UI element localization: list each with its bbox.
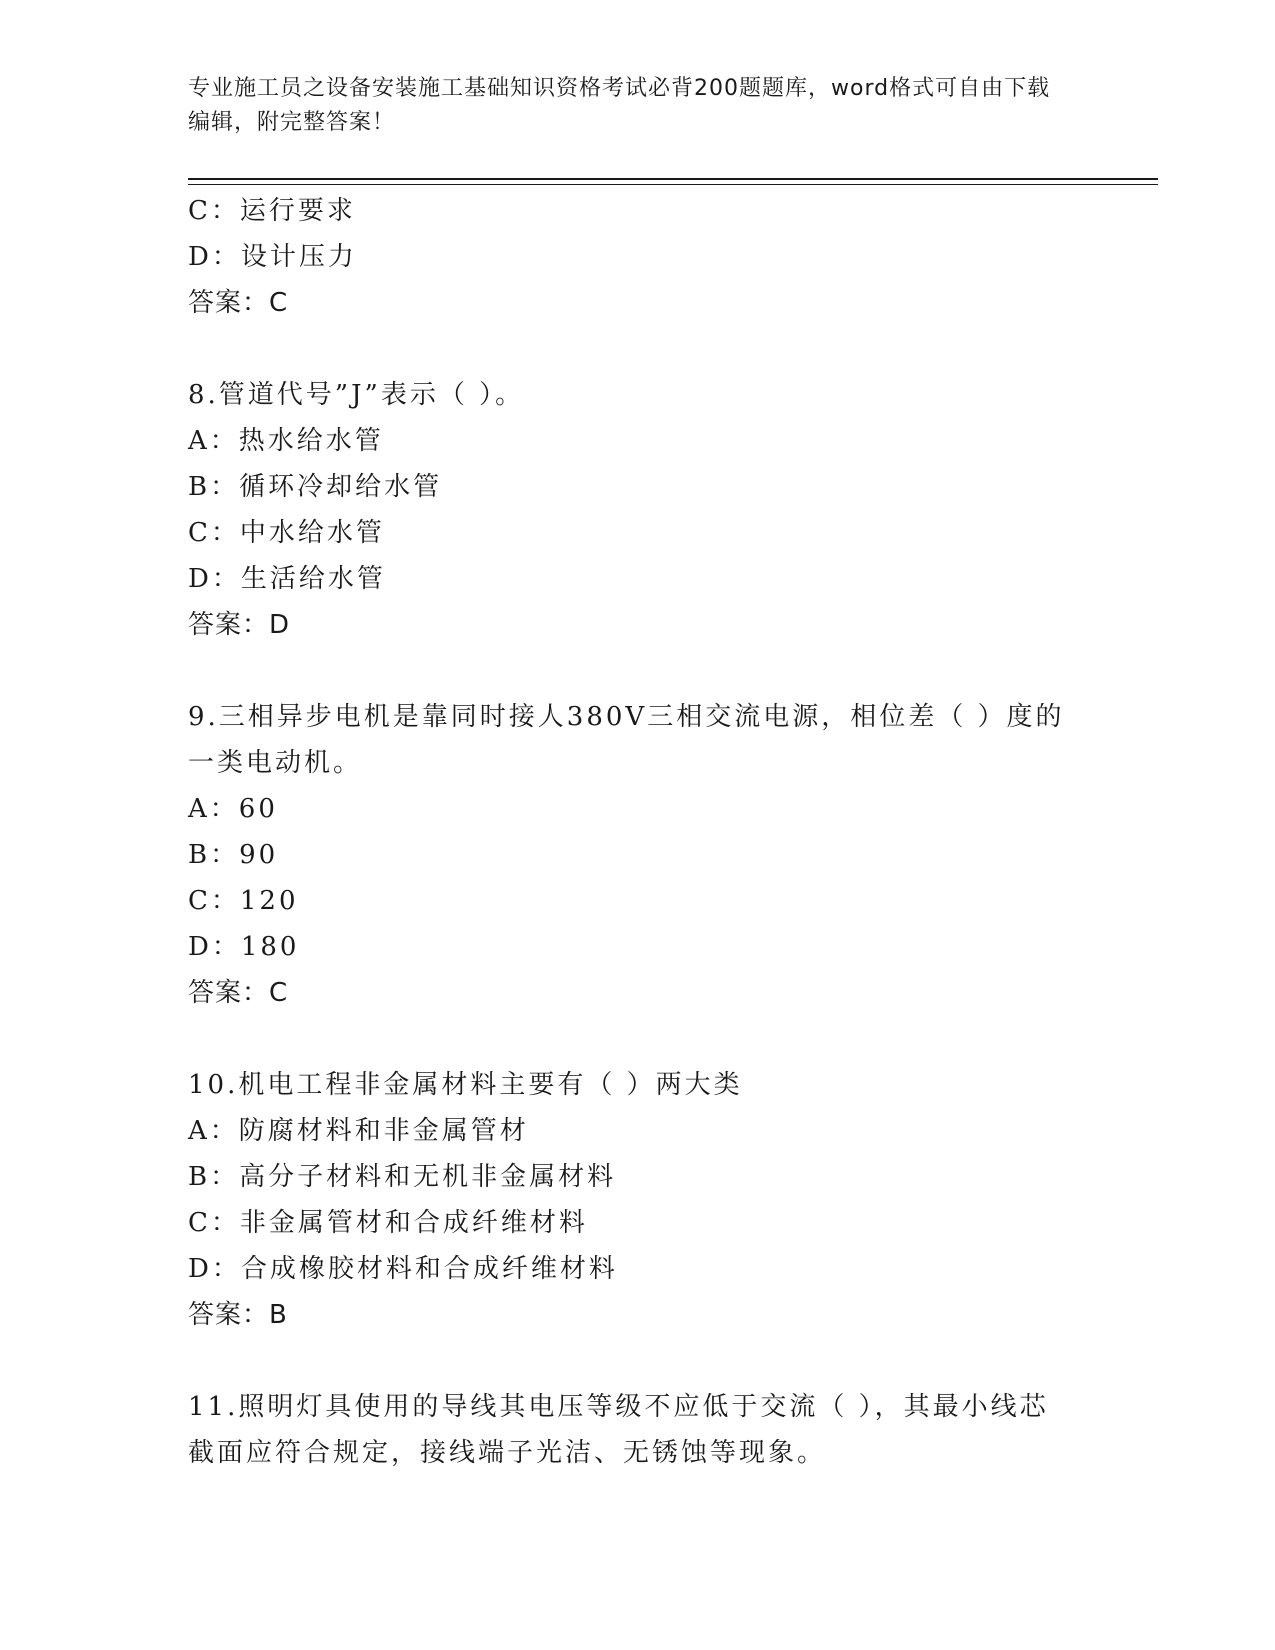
option-c: C：中水给水管 [188, 518, 385, 548]
answer-line: 答案：C [188, 978, 289, 1008]
answer-line: 答案：B [188, 1300, 288, 1330]
option-c: C：120 [188, 886, 299, 916]
option-b: B：90 [188, 840, 279, 870]
question-stem: 9.三相异步电机是靠同时接人380V三相交流电源，相位差（ ）度的一类电动机。 [188, 702, 1065, 778]
answer-line: 答案：C [188, 288, 289, 318]
option-b: B：高分子材料和无机非金属材料 [188, 1162, 617, 1192]
header-divider [188, 178, 1158, 180]
option-a: A：防腐材料和非金属管材 [188, 1116, 529, 1146]
question-block-11 [188, 1384, 1088, 1476]
answer-line: 答案：D [188, 610, 291, 640]
option-b: B：循环冷却给水管 [188, 472, 443, 502]
header-divider-thin [188, 184, 1158, 185]
question-stem: 10.机电工程非金属材料主要有（ ）两大类 [188, 1070, 743, 1100]
option-a: A：60 [188, 794, 278, 824]
option-d: D：设计压力 [188, 242, 357, 272]
option-a: A：热水给水管 [188, 426, 384, 456]
question-stem: 11.照明灯具使用的导线其电压等级不应低于交流（ ），其最小线芯截面应符合规定，接线端子光洁、无锈蚀等现象。 [188, 1392, 1049, 1468]
question-block-7 [188, 188, 1088, 326]
question-block-8 [188, 372, 1088, 648]
option-d: D：生活给水管 [188, 564, 386, 594]
document-header [188, 72, 1068, 140]
question-stem: 8.管道代号”J”表示（ ）。 [188, 380, 525, 410]
question-block-9 [188, 694, 1088, 1016]
option-d: D：180 [188, 932, 300, 962]
header-title: 专业施工员之设备安装施工基础知识资格考试必背200题题库，word格式可自由下载编辑，附完整答案！ [188, 76, 1051, 135]
question-list [188, 188, 1088, 1476]
question-block-10 [188, 1062, 1088, 1338]
option-c: C：运行要求 [188, 196, 356, 226]
option-c: C：非金属管材和合成纤维材料 [188, 1208, 588, 1238]
option-d: D：合成橡胶材料和合成纤维材料 [188, 1254, 618, 1284]
